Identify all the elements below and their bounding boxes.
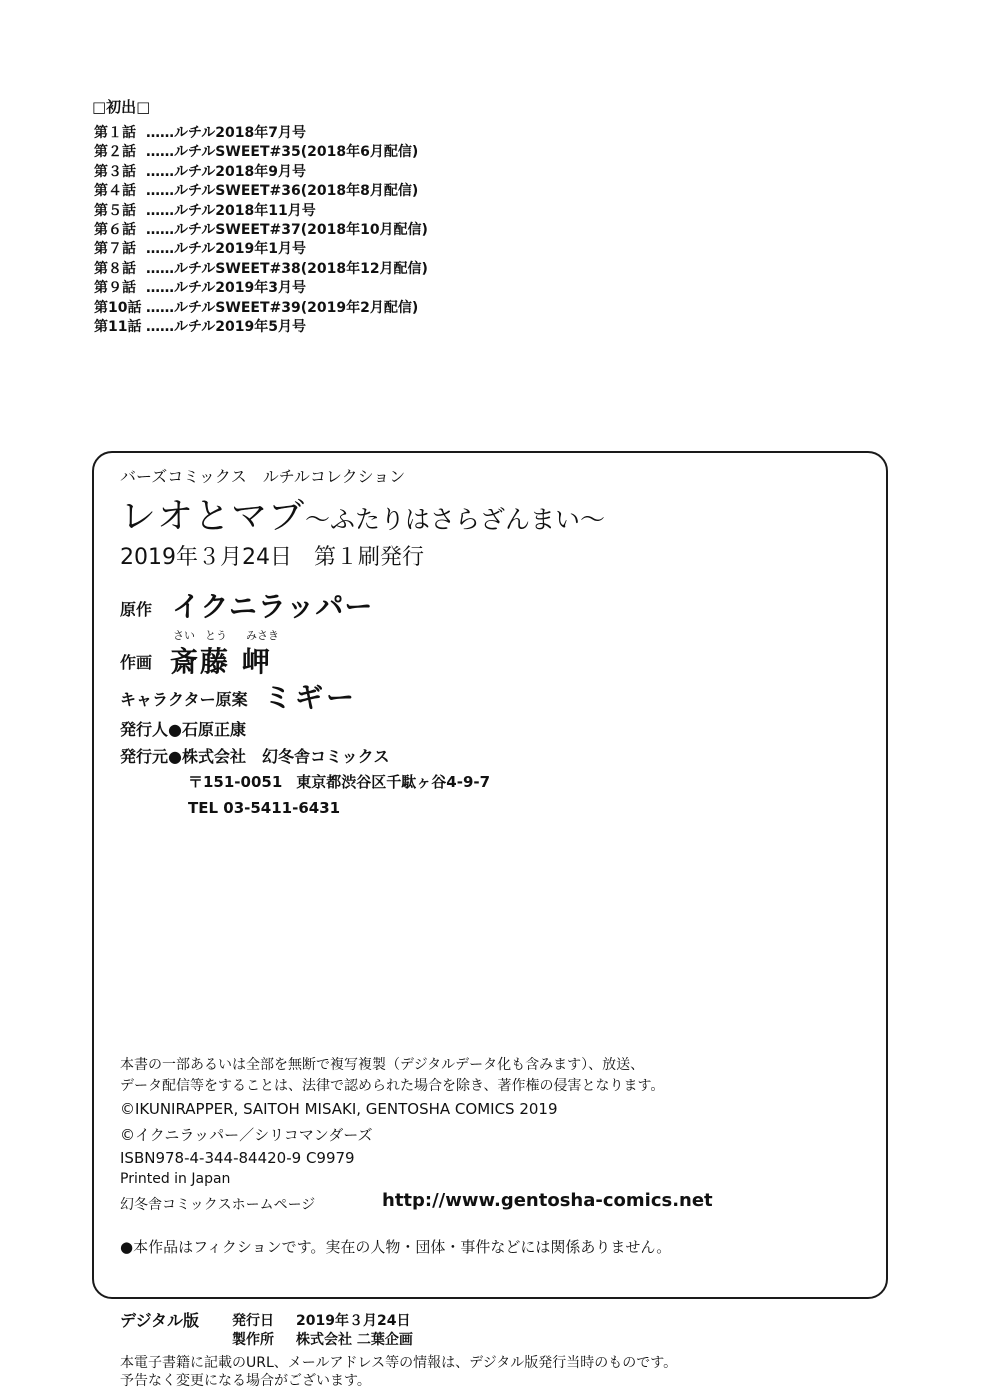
list-item [94,221,428,240]
artist-ruby-sai: さい [173,629,195,642]
series-name: バーズコミックス ルチルコレクション [120,467,406,486]
episode-number: 第２話 [94,144,136,161]
episode-number: 第６話 [94,221,136,238]
episode-source: ……ルチル2019年3月号 [146,280,307,297]
publisher-address [188,771,490,792]
digital-note-line-1: 本電子書籍に記載のURL、メールアドレス等の情報は、デジタル版発行当時のものです。 [120,1355,678,1371]
episode-number: 第４話 [94,183,136,200]
book-title [120,488,605,539]
episode-number: 第９話 [94,280,136,297]
copy-notice-line-1: 本書の一部あるいは全部を無断で複写複製（デジタルデータ化も含みます）、放送、 [120,1057,645,1073]
list-item [94,163,428,182]
postal-code: 〒151-0051 [188,773,283,791]
printing-number: 第１刷発行 [313,545,424,570]
episode-source: ……ルチルSWEET#35(2018年6月配信) [146,144,419,161]
episode-source: ……ルチル2018年9月号 [146,163,307,180]
digital-maker-label: 製作所 [232,1332,274,1348]
copyright-japanese: ©イクニラッパー／シリコマンダーズ [120,1126,373,1144]
episode-source: ……ルチル2019年5月号 [146,318,307,335]
episode-number: 第５話 [94,202,136,219]
publisher-person: 発行人●石原正康 [120,720,246,739]
episode-number: 第11話 [94,318,142,335]
list-item [94,318,428,337]
character-design-name: ミギー [264,681,358,714]
list-item [94,202,428,221]
digital-date-label: 発行日 [232,1313,274,1329]
edition-line [120,540,424,571]
list-item [94,124,428,143]
list-item [94,260,428,279]
copyright-english: ©IKUNIRAPPER, SAITOH MISAKI, GENTOSHA COMICS 2019 [120,1100,558,1118]
street-address: 東京都渋谷区千駄ヶ谷4-9-7 [296,773,491,791]
book-title-main: レオとマブ [120,496,306,537]
list-item [94,240,428,259]
episode-number: 第３話 [94,163,136,180]
episode-number: 第８話 [94,260,136,277]
book-subtitle: ～ふたりはさらざんまい～ [305,505,606,534]
first-appearance-heading: □初出□ [92,98,151,116]
episode-source: ……ルチルSWEET#36(2018年8月配信) [146,183,419,200]
publisher-tel: TEL 03-5411-6431 [188,799,341,817]
artist-ruby-tou: とう [205,629,227,642]
artist-name: 斎藤 岬 [170,645,272,678]
homepage-label: 幻冬舎コミックスホームページ [120,1197,316,1213]
episode-source: ……ルチルSWEET#38(2018年12月配信) [146,260,428,277]
list-item [94,279,428,298]
list-item [94,182,428,201]
digital-date: 2019年３月24日 [296,1313,411,1329]
episode-source: ……ルチル2019年1月号 [146,241,307,258]
publication-date: 2019年３月24日 [120,545,292,570]
episode-number: 第10話 [94,299,142,316]
episode-source: ……ルチル2018年11月号 [146,202,316,219]
digital-edition-label: デジタル版 [120,1311,200,1330]
artist-label: 作画 [120,653,153,672]
homepage-link[interactable]: http://www.gentosha-comics.net [382,1190,713,1211]
episode-source: ……ルチルSWEET#37(2018年10月配信) [146,221,428,238]
printed-in: Printed in Japan [120,1171,231,1187]
episode-source: ……ルチル2018年7月号 [146,125,307,141]
digital-note-line-2: 予告なく変更になる場合がございます。 [120,1373,371,1389]
episode-number: 第７話 [94,241,136,258]
character-design-label: キャラクター原案 [120,690,248,709]
isbn: ISBN978-4-344-84420-9 C9979 [120,1149,355,1167]
digital-maker: 株式会社 二葉企画 [296,1332,413,1348]
publisher-company: 発行元●株式会社 幻冬舎コミックス [120,747,390,766]
list-item [94,143,428,162]
original-author-name: イクニラッパー [172,590,374,623]
episode-number: 第１話 [94,125,136,141]
episode-source: ……ルチルSWEET#39(2019年2月配信) [146,299,419,316]
first-appearance-list [94,124,428,337]
artist-ruby-misaki: みさき [246,629,279,642]
copy-notice-line-2: データ配信等をすることは、法律で認められた場合を除き、著作権の侵害となります。 [120,1078,665,1094]
original-author-label: 原作 [120,600,153,619]
list-item [94,299,428,318]
fiction-disclaimer: ●本作品はフィクションです。実在の人物・団体・事件などには関係ありません。 [120,1238,672,1256]
